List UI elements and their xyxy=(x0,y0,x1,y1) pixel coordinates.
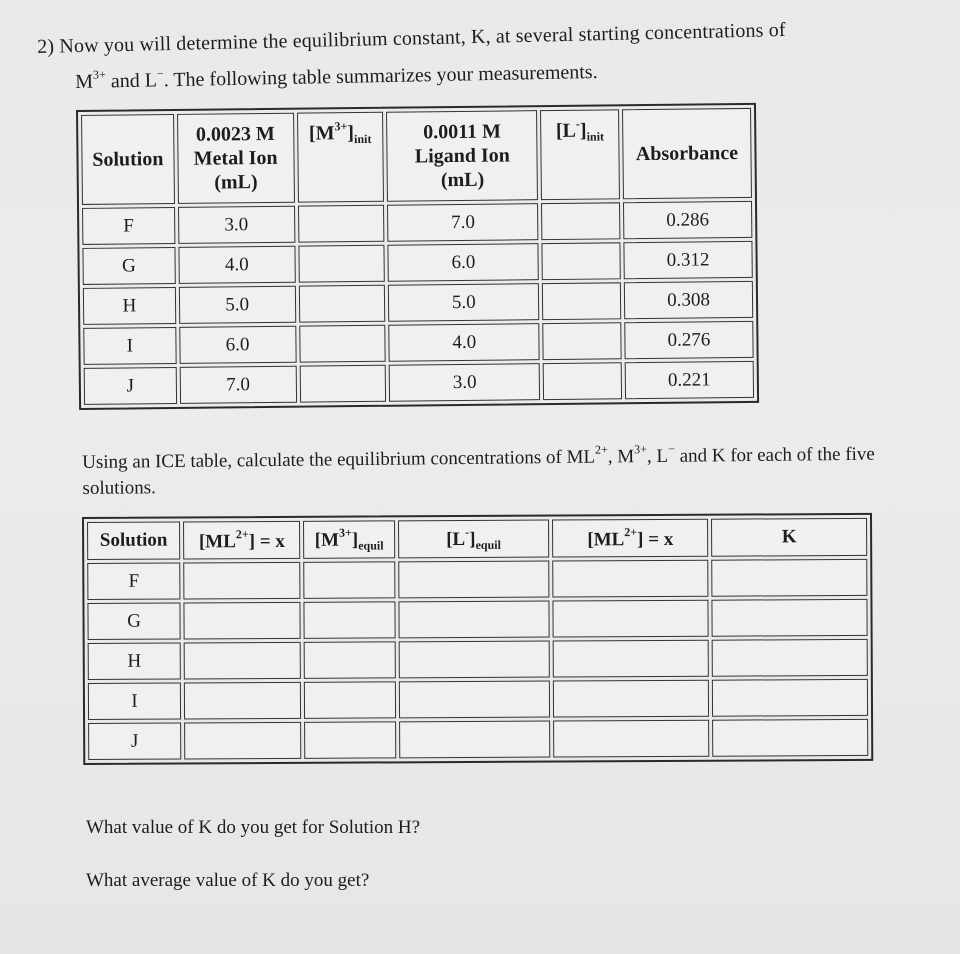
cell-absorbance: 0.312 xyxy=(623,241,752,279)
cell-metal-ml: 4.0 xyxy=(178,246,295,284)
question-line-1 xyxy=(37,19,786,59)
cell-metal-ml: 6.0 xyxy=(179,326,296,364)
cell-ligand-ml: 7.0 xyxy=(387,203,539,242)
header-ligand-volume: 0.0011 M Ligand Ion (mL) xyxy=(386,110,538,202)
header-ml-x-2: $[ML^{2+}] = x$ xyxy=(552,519,708,558)
measurement-row xyxy=(83,281,753,325)
measurement-row xyxy=(83,321,753,365)
cell-absorbance: 0.286 xyxy=(623,201,752,239)
question-line-2: $M^{3+}$ and L−. The following table summarizes your measurements. xyxy=(75,60,598,93)
cell-ml-x-2[interactable] xyxy=(553,600,709,638)
cell-l-equil[interactable] xyxy=(398,641,550,679)
cell-ligand-ml: 4.0 xyxy=(389,323,541,362)
ice-instructions: Using an ICE table, calculate the equilibrium concentrations of $ML^{2+}$, $M^{3+}$, L− and K for each of the five solutions. xyxy=(82,441,875,499)
equilibrium-header-row xyxy=(87,518,867,560)
question-k-average: What average value of K do you get? xyxy=(86,870,370,891)
measurements-table xyxy=(76,103,759,410)
equilibrium-row xyxy=(87,599,867,640)
cell-m-equil[interactable] xyxy=(304,601,395,638)
cell-m-equil[interactable] xyxy=(305,721,396,758)
equilibrium-row xyxy=(87,559,867,600)
header-ml-x: $[ML^{2+}] = x$ xyxy=(183,521,301,560)
question-text-line1: Now you will determine the equilibrium constant, K, at several starting concentrations of xyxy=(59,19,786,58)
header-metal-volume: 0.0023 M Metal Ion (mL) xyxy=(177,113,295,204)
header-solution: Solution xyxy=(87,521,180,559)
cell-l-equil[interactable] xyxy=(398,681,550,719)
cell-m-equil[interactable] xyxy=(304,641,395,678)
cell-k[interactable] xyxy=(712,599,868,637)
header-absorbance: Absorbance xyxy=(622,108,752,199)
cell-l-init[interactable] xyxy=(541,202,620,240)
cell-ligand-ml: 6.0 xyxy=(388,243,540,282)
cell-ml-x-2[interactable] xyxy=(553,640,709,678)
cell-m-init[interactable] xyxy=(298,245,385,283)
measurement-row xyxy=(82,201,752,245)
cell-solution: H xyxy=(88,642,181,679)
equilibrium-table xyxy=(82,513,873,765)
cell-l-init[interactable] xyxy=(543,322,622,360)
question-number: 2) xyxy=(37,35,55,58)
cell-ligand-ml: 5.0 xyxy=(388,283,540,322)
cell-ml-x-2[interactable] xyxy=(553,720,709,758)
cell-m-init[interactable] xyxy=(298,285,385,323)
measurements-header-row xyxy=(81,108,752,205)
cell-l-equil[interactable] xyxy=(398,561,550,599)
cell-solution: J xyxy=(84,367,177,405)
cell-k[interactable] xyxy=(712,679,868,717)
cell-m-equil[interactable] xyxy=(304,681,395,718)
header-k: K xyxy=(711,518,867,557)
cell-ml-x[interactable] xyxy=(184,682,302,720)
equilibrium-row xyxy=(88,639,868,680)
cell-absorbance: 0.221 xyxy=(625,361,754,399)
cell-ml-x[interactable] xyxy=(184,722,302,760)
measurement-row xyxy=(82,241,752,285)
cell-absorbance: 0.276 xyxy=(624,321,753,359)
cell-metal-ml: 3.0 xyxy=(178,206,295,244)
cell-solution: F xyxy=(82,207,175,245)
cell-ligand-ml: 3.0 xyxy=(389,363,541,402)
cell-ml-x[interactable] xyxy=(184,602,302,640)
header-m-init: $[M^{3+}]_{init}$ xyxy=(297,112,385,203)
cell-l-equil[interactable] xyxy=(398,601,550,639)
equilibrium-row xyxy=(88,679,868,720)
cell-solution: G xyxy=(87,602,180,639)
header-m-equil: $[M^{3+}]_{equil}$ xyxy=(303,520,394,558)
cell-k[interactable] xyxy=(712,639,868,677)
cell-m-init[interactable] xyxy=(299,365,386,403)
cell-l-equil[interactable] xyxy=(399,721,551,759)
cell-solution: H xyxy=(83,287,176,325)
cell-m-equil[interactable] xyxy=(304,561,395,598)
cell-ml-x[interactable] xyxy=(183,562,301,600)
cell-solution: I xyxy=(83,327,176,365)
cell-absorbance: 0.308 xyxy=(624,281,753,319)
cell-solution: I xyxy=(88,682,181,719)
cell-l-init[interactable] xyxy=(543,362,622,400)
cell-metal-ml: 5.0 xyxy=(179,286,296,324)
cell-m-init[interactable] xyxy=(299,325,386,363)
cell-k[interactable] xyxy=(711,559,867,597)
cell-solution: J xyxy=(88,722,181,759)
cell-solution: G xyxy=(82,247,175,285)
cell-ml-x-2[interactable] xyxy=(553,560,709,598)
equilibrium-row xyxy=(88,719,868,760)
cell-l-init[interactable] xyxy=(542,282,621,320)
measurement-row xyxy=(84,361,754,405)
header-l-equil: $[L^-]_{equil}$ xyxy=(398,520,550,559)
header-l-init: $[L^-]_{init}$ xyxy=(540,109,620,200)
cell-metal-ml: 7.0 xyxy=(179,366,296,404)
cell-solution: F xyxy=(87,562,180,599)
cell-k[interactable] xyxy=(712,719,868,757)
cell-m-init[interactable] xyxy=(298,205,385,243)
header-solution: Solution xyxy=(81,114,175,205)
cell-ml-x-2[interactable] xyxy=(553,680,709,718)
cell-l-init[interactable] xyxy=(542,242,621,280)
cell-ml-x[interactable] xyxy=(184,642,302,680)
question-k-solution-h: What value of K do you get for Solution H? xyxy=(86,817,421,838)
